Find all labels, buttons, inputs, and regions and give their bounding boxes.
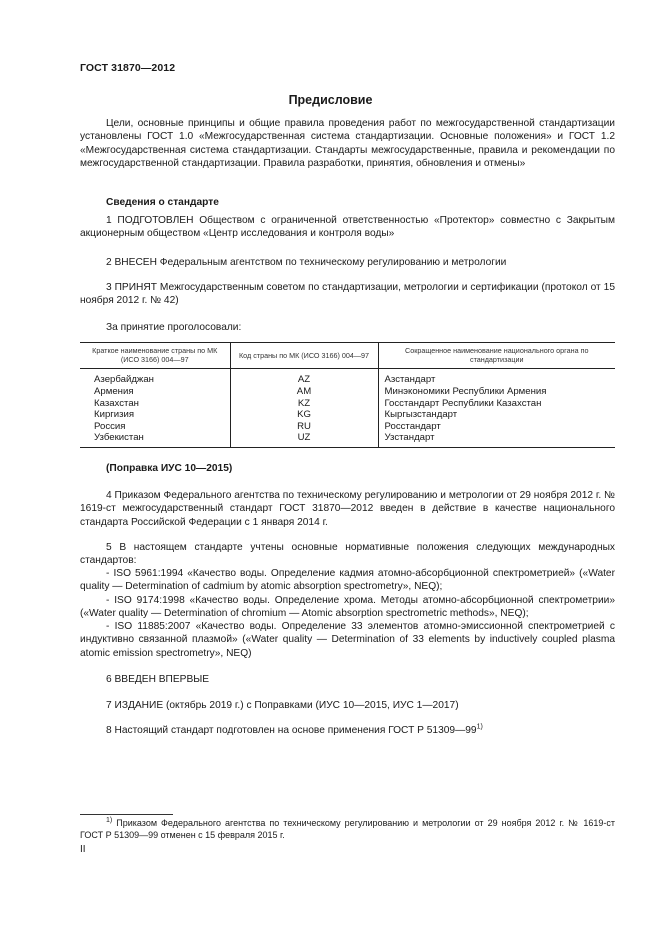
item-8-text: 8 Настоящий стандарт подготовлен на основе применения ГОСТ Р 51309—99	[106, 725, 477, 736]
footnote-mark: 1)	[106, 817, 113, 824]
intro-paragraph: Цели, основные принципы и общие правила проведения работ по межгосударственной стандартизации установлены ГОСТ 1.0 «Межгосударственная система стандартизации. Основные положения» и ГОСТ 1.2 «Межгосударственная система стандартизации. Стандарты межгосударственные, правила и рекомендации по межгосударственной стандартизации. Правила разработки, принятия, обновления и отмены»	[80, 118, 615, 170]
table-row	[80, 432, 615, 447]
item-5-iso-5961: - ISO 5961:1994 «Качество воды. Определение кадмия атомно-абсорбционной спектрометрией» («Water quality — Determination of cadmium by atomic absorption spectrometry», NEQ);	[80, 568, 615, 593]
table-row	[80, 398, 615, 410]
country-code: KZ	[230, 398, 378, 410]
item-6-paragraph: 6 ВВЕДЕН ВПЕРВЫЕ	[106, 674, 210, 685]
standards-body: Кыргызстандарт	[378, 409, 615, 421]
country-name: Казахстан	[94, 397, 139, 409]
country-name: Азербайджан	[94, 374, 154, 386]
table-header-body: Сокращенное наименование национального органа по стандартизации	[378, 343, 615, 369]
footnote-text: Приказом Федерального агентства по техническому регулированию и метрологии от 29 ноября 2012 г. № 1619-ст ГОСТ Р 51309—99 отменен с 15 февраля 2015 г.	[80, 818, 615, 841]
standards-body: Узстандарт	[378, 432, 615, 447]
country-code: UZ	[230, 432, 378, 447]
page-number: II	[80, 844, 86, 855]
page-title: Предисловие	[288, 93, 373, 107]
country-code: KG	[230, 409, 378, 421]
item-1-paragraph: 1 ПОДГОТОВЛЕН Обществом с ограниченной ответственностью «Протектор» совместно с Закрытым акционерным обществом «Центр исследования и контроля воды»	[80, 215, 615, 240]
footnote-divider	[80, 814, 173, 815]
country-name: Армения	[94, 386, 134, 397]
item-4-paragraph: 4 Приказом Федерального агентства по техническому регулированию и метрологии от 29 ноября 2012 г. № 1619-ст межгосударственный стандарт ГОСТ 31870—2012 введен в действие в качестве национального стандарта Российской Федерации с 1 января 2014 г.	[80, 490, 615, 528]
country-name: Узбекистан	[80, 432, 230, 447]
table-row	[80, 386, 615, 398]
item-7-paragraph: 7 ИЗДАНИЕ (октябрь 2019 г.) с Поправками (ИУС 10—2015, ИУС 1—2017)	[106, 700, 459, 711]
table-header-row	[80, 343, 615, 369]
item-2-paragraph: 2 ВНЕСЕН Федеральным агентством по техническому регулированию и метрологии	[106, 257, 507, 268]
standards-body: Росстандарт	[378, 421, 615, 433]
item-8-paragraph	[80, 724, 615, 737]
standards-body: Минэкономики Республики Армения	[378, 386, 615, 398]
country-code: RU	[230, 421, 378, 433]
item-5-iso-11885: - ISO 11885:2007 «Качество воды. Определение 33 элементов атомно-эмиссионной спектрометрией с индуктивно связанной плазмой» («Water quality — Determination of 33 elements by inductively coupled plasma atomic emission spectrometry», NEQ)	[80, 621, 615, 659]
amendment-note: (Поправка ИУС 10—2015)	[106, 463, 233, 474]
table-header-code: Код страны по МК (ИСО 3166) 004—97	[230, 343, 378, 369]
item-5-paragraph: 5 В настоящем стандарте учтены основные нормативные положения следующих международных стандартов:	[80, 542, 615, 567]
country-code: AZ	[230, 369, 378, 386]
document-code: ГОСТ 31870—2012	[80, 62, 176, 74]
footnote	[80, 817, 615, 841]
footnote-reference: 1)	[476, 723, 483, 731]
table-header-country: Краткое наименование страны по МК (ИСО 3166) 004—97	[80, 343, 230, 369]
voting-countries-table	[80, 342, 615, 448]
item-3-paragraph: 3 ПРИНЯТ Межгосударственным советом по стандартизации, метрологии и сертификации (протокол от 15 ноября 2012 г. № 42)	[80, 282, 615, 307]
standards-body: Азстандарт	[378, 369, 615, 386]
item-5-iso-9174: - ISO 9174:1998 «Качество воды. Определение хрома. Методы атомно-абсорбционной спектрометрии» («Water quality — Determination of chromium — Atomic absorption spectrometric methods», NEQ);	[80, 595, 615, 620]
country-name: Россия	[94, 420, 126, 432]
standards-body: Госстандарт Республики Казахстан	[378, 398, 615, 410]
table-row	[80, 421, 615, 433]
section-heading: Сведения о стандарте	[106, 197, 219, 208]
table-row	[80, 369, 615, 386]
table-row	[80, 409, 615, 421]
country-code: AM	[230, 386, 378, 398]
country-name: Киргизия	[94, 409, 135, 421]
voted-label: За принятие проголосовали:	[106, 322, 242, 333]
